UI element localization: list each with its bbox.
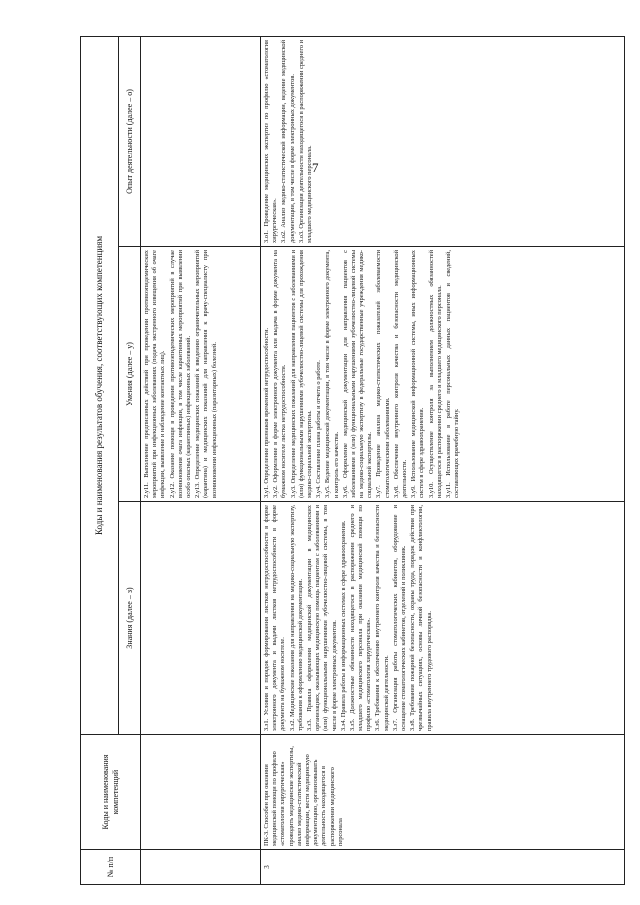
knowledge-item: 3.з5. Должностные обязанности находящегося в распоряжении среднего и младшего медицинского персонала при оказании медицинской помощи по профилю «стоматология хирургическая». — [348, 505, 373, 731]
table-row-continuation — [141, 37, 261, 885]
cell-knowledge-empty — [141, 502, 261, 735]
knowledge-item: 3.з3. Правила оформления медицинской документации в медицинских организациях, оказывающих медицинскую помощь пациентам с заболеваниями и (или) функциональными нарушениями зубочелюстно-лицевой системы, в том числе в форме электронных документов. — [305, 505, 338, 731]
header-results-group: Коды и наименования результатов обучения, соответствующих компетенциям — [81, 37, 119, 735]
cell-skills-prev — [141, 247, 261, 502]
knowledge-item: 3.з6. Требования к обеспечению внутреннего контроля качества и безопасности медицинской деятельности. — [374, 505, 390, 731]
cell-experience — [261, 37, 625, 247]
skill-item: 2.у11. Выполнение предписанных действий при проведении противоэпидемических мероприятий при инфекционных заболеваниях (подача экстренного извещения об очаге инфекции, выявление и наблюдение контактных лиц). — [143, 250, 167, 498]
knowledge-item: 3.з4. Правила работы в информационных системах в сфере здравоохранения. — [339, 520, 347, 731]
experience-item: 3.о2. Анализ медико-статистической информации, ведение медицинской документации, в том числе в форме электронных документов. — [280, 40, 296, 243]
competence-table — [80, 36, 625, 885]
skill-item: 2.у13. Определение медицинских показаний к введению ограничительных мероприятий (карантина) и медицинских показаний для направления к врачу-специалисту при возникновении инфекционных (паразитарных) болезней. — [194, 250, 218, 498]
table-row-3 — [261, 37, 625, 885]
knowledge-item: 3.з7. Организация работы стоматологических кабинетов, оборудование и оснащение стоматологических кабинетов, отделений и поликлиник. — [391, 505, 407, 731]
skill-item: 3.у4. Составление плана работы и отчета о работе. — [315, 360, 323, 498]
header-knowledge: Знания (далее – з) — [119, 502, 141, 735]
header-num: № п/п — [81, 850, 141, 885]
header-skills: Умения (далее – у) — [119, 247, 141, 502]
skill-item: 3.у10. Осуществление контроля за выполнением должностных обязанностей находящегося в распоряжении среднего и младшего медицинского персонала. — [427, 250, 443, 498]
cell-row-number: 3 — [261, 850, 625, 885]
knowledge-item: 3.з8. Требования пожарной безопасности, охраны труда, порядок действия при чрезвычайных ситуациях, основы личной безопасности и конфликтологии, правила внутреннего трудового распорядка. — [409, 505, 433, 731]
cell-knowledge — [261, 502, 625, 735]
cell-experience-empty — [141, 37, 261, 247]
competence-table-sheet — [80, 37, 625, 885]
skill-item: 3.у2. Оформление в форме электронного документа или выдача в форме документа на бумажном носителе листка нетрудоспособности. — [272, 250, 288, 498]
cell-num-empty — [141, 850, 261, 885]
skill-item: 3.у5. Ведение медицинской документации, в том числе в форме электронного документа, и контроль его качества. — [324, 250, 340, 498]
experience-item: 3.о3. Организация деятельности находящегося в распоряжении среднего и младшего медицинского персонала. — [297, 40, 313, 243]
skill-item: 3.у7. Проведение анализа медико-статистических показателей заболеваемости стоматологическими заболеваниями. — [375, 250, 391, 498]
page-number: 7 — [312, 160, 319, 175]
knowledge-item: 3.з2. Медицинские показания для направления на медико-социальную экспертизу, требования к оформлению медицинской документации. — [288, 505, 304, 731]
skill-item: 3.у11. Использование в работе персональных данных пациентов и сведений, составляющих врачебную тайну. — [444, 250, 461, 498]
cell-skills — [261, 247, 625, 502]
header-experience: Опыт деятельности (далее – о) — [119, 37, 141, 247]
skill-item: 3.у8. Обеспечение внутреннего контроля качества и безопасности медицинской деятельности. — [392, 250, 408, 498]
skill-item: 3.у6. Оформление медицинской документации для направления пациентов с заболеваниями и (или) функциональными нарушениями зубочелюстно-лицевой системы на медико-социальную экспертизу в федеральные государственные учреждения медико-социальной экспертизы. — [341, 250, 374, 498]
skill-item: 3.у3. Определение медицинских показаний для направления пациентов с заболеваниями и (или) функциональными нарушениями зубочелюстно-лицевой системы для прохождения медико-социальной экспертизы. — [289, 250, 313, 498]
skill-item: 3.у9. Использование медицинской информационной системы, иных информационных систем в сфере здравоохранения. — [410, 250, 426, 498]
knowledge-item: 3.з1. Условия и порядок формирования листков нетрудоспособности в форме электронного документа и выдачи листков нетрудоспособности в форме документа на бумажном носителе. — [263, 505, 287, 731]
skill-item: 2.у12. Оказание помощи в проведении противоэпидемических мероприятий в случае возникновения очага инфекции, в том числе карантинных мероприятий при выявлении особо опасных (карантинных) инфекционных заболеваний. — [168, 250, 192, 498]
cell-competence: ПК-3. Способен при оказании медицинской помощи по профилю «стоматология хирургическая» проводить медицинские экспертизы, анализ медико-статистической информации, вести медицинскую документацию, организовывать деятельность находящегося в распоряжении медицинского персонала — [261, 735, 625, 850]
experience-item: 3.о1. Проведение медицинских экспертиз по профилю «стоматология хирургическая». — [263, 40, 279, 243]
skill-item: 3.у1. Определение признаков временной нетрудоспособности. — [263, 327, 270, 498]
header-codes: Коды и наименования компетенций — [81, 735, 141, 850]
cell-competence-empty — [141, 735, 261, 850]
